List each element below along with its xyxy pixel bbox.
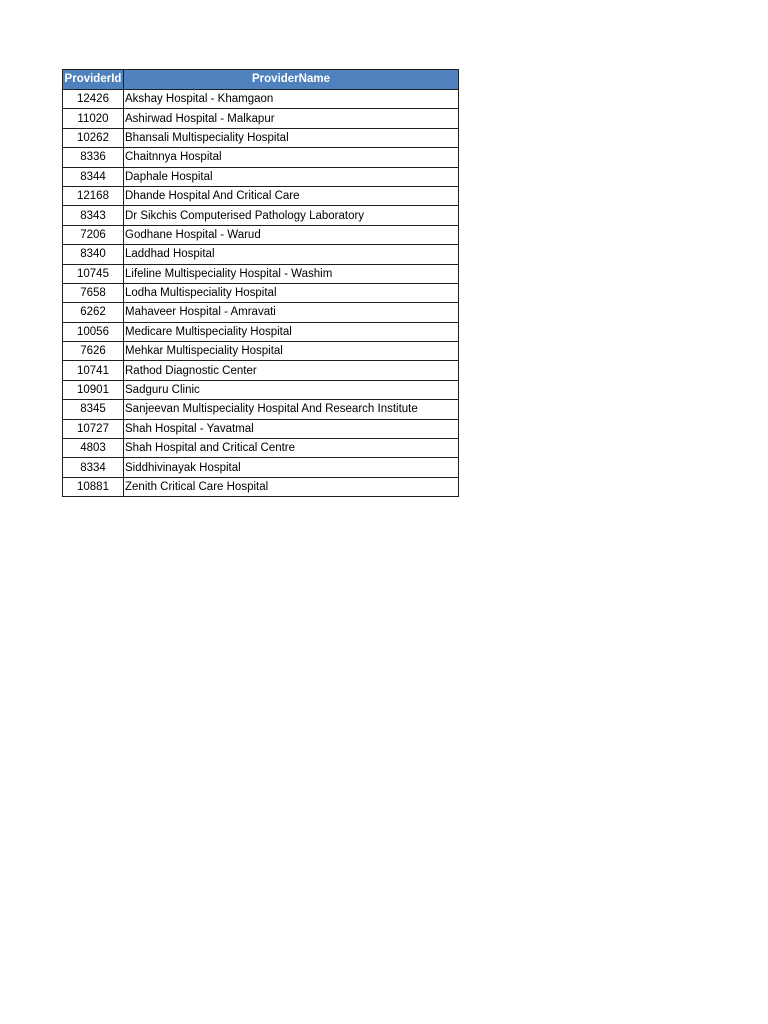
provider-id-cell: 8336 [63,148,124,167]
provider-name-cell: Chaitnnya Hospital [124,148,459,167]
table-row [63,477,459,496]
provider-name-cell: Zenith Critical Care Hospital [124,477,459,496]
provider-table [62,69,459,497]
table-row [63,283,459,302]
provider-id-cell: 10056 [63,322,124,341]
provider-id-cell: 11020 [63,109,124,128]
provider-id-cell: 8334 [63,458,124,477]
table-row [63,148,459,167]
table-row [63,400,459,419]
table-row [63,303,459,322]
provider-name-cell: Lodha Multispeciality Hospital [124,283,459,302]
provider-name-cell: Laddhad Hospital [124,245,459,264]
table-row [63,167,459,186]
provider-name-cell: Daphale Hospital [124,167,459,186]
table-row [63,361,459,380]
provider-name-cell: Shah Hospital and Critical Centre [124,439,459,458]
table-row [63,186,459,205]
provider-id-cell: 7206 [63,225,124,244]
provider-id-cell: 4803 [63,439,124,458]
table-row [63,90,459,109]
provider-name-cell: Lifeline Multispeciality Hospital - Washim [124,264,459,283]
provider-id-cell: 8340 [63,245,124,264]
provider-id-cell: 7658 [63,283,124,302]
provider-name-cell: Dr Sikchis Computerised Pathology Laboratory [124,206,459,225]
provider-id-cell: 12168 [63,186,124,205]
provider-name-cell: Akshay Hospital - Khamgaon [124,90,459,109]
table-row [63,225,459,244]
provider-name-cell: Medicare Multispeciality Hospital [124,322,459,341]
header-provider-id: ProviderId [63,70,124,90]
table-body [63,90,459,497]
header-row [63,70,459,90]
provider-name-cell: Mehkar Multispeciality Hospital [124,342,459,361]
table-row [63,380,459,399]
provider-id-cell: 10262 [63,128,124,147]
provider-name-cell: Sadguru Clinic [124,380,459,399]
table-row [63,264,459,283]
provider-id-cell: 7626 [63,342,124,361]
provider-name-cell: Shah Hospital - Yavatmal [124,419,459,438]
provider-id-cell: 8343 [63,206,124,225]
table-row [63,322,459,341]
table-row [63,419,459,438]
provider-name-cell: Rathod Diagnostic Center [124,361,459,380]
provider-name-cell: Mahaveer Hospital - Amravati [124,303,459,322]
provider-id-cell: 10727 [63,419,124,438]
provider-id-cell: 6262 [63,303,124,322]
provider-name-cell: Ashirwad Hospital - Malkapur [124,109,459,128]
provider-id-cell: 8344 [63,167,124,186]
table-row [63,458,459,477]
table-row [63,109,459,128]
provider-name-cell: Siddhivinayak Hospital [124,458,459,477]
provider-id-cell: 12426 [63,90,124,109]
provider-id-cell: 10881 [63,477,124,496]
header-provider-name: ProviderName [124,70,459,90]
provider-name-cell: Godhane Hospital - Warud [124,225,459,244]
table-header [63,70,459,90]
provider-id-cell: 10741 [63,361,124,380]
table-row [63,439,459,458]
provider-id-cell: 10901 [63,380,124,399]
provider-name-cell: Dhande Hospital And Critical Care [124,186,459,205]
table-row [63,206,459,225]
table-row [63,245,459,264]
provider-id-cell: 8345 [63,400,124,419]
spreadsheet-page [62,69,458,497]
provider-id-cell: 10745 [63,264,124,283]
table-row [63,342,459,361]
provider-name-cell: Bhansali Multispeciality Hospital [124,128,459,147]
table-row [63,128,459,147]
provider-name-cell: Sanjeevan Multispeciality Hospital And Research Institute [124,400,459,419]
